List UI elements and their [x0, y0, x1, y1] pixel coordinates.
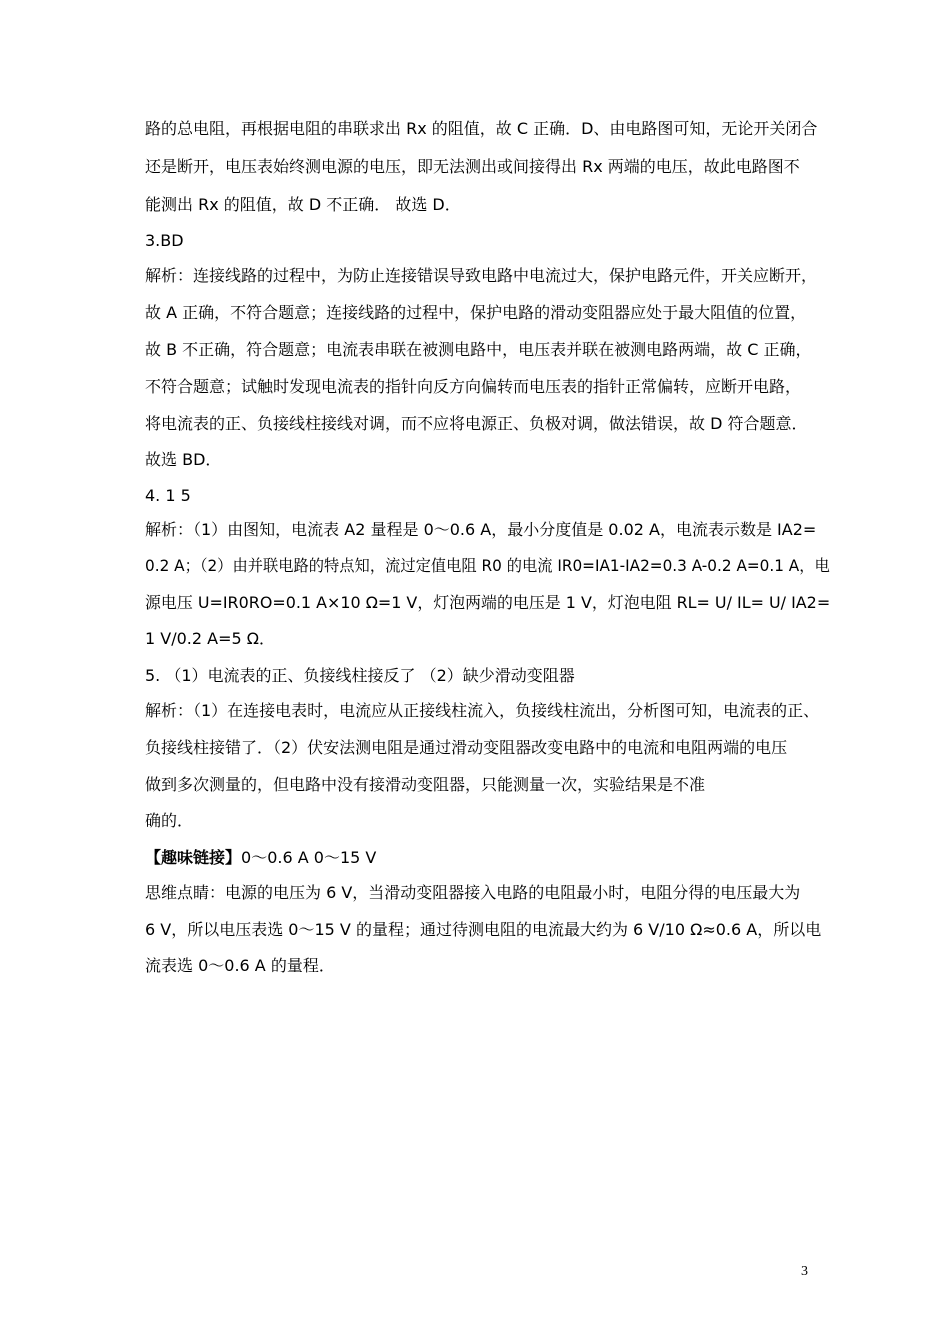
fun-link-line [145, 848, 376, 868]
text-line: 路的总电阻，再根据电阻的串联求出 Rx 的阻值，故 C 正确．D、由电路图可知，无论开关闭合 [145, 119, 818, 138]
text-line: 故选 BD． [145, 450, 222, 469]
text-line: 源电压 U=IR0RO=0.1 A×10 Ω=1 V，灯泡两端的电压是 1 V，灯泡电阻 RL= U/ IL= U/ IA2= [145, 593, 831, 612]
text-line: 解析：（1）在连接电表时，电流应从正接线柱流入，负接线柱流出，分析图可知，电流表的正、 [145, 701, 820, 720]
text-line: 1 V/0.2 A=5 Ω． [145, 629, 275, 648]
answer-heading: 4. 1 5 [145, 486, 191, 505]
answer-heading: 5. （1）电流表的正、负接线柱接反了 （2）缺少滑动变阻器 [145, 666, 575, 685]
text-line: 将电流表的正、负接线柱接线对调，而不应将电源正、负极对调，做法错误，故 D 符合题意． [145, 414, 808, 433]
text-line: 故 B 不正确，符合题意；电流表串联在被测电路中，电压表并联在被测电路两端，故 C 正确， [145, 340, 812, 359]
text-line: 解析：（1）由图知，电流表 A2 量程是 0～0.6 A，最小分度值是 0.02 A，电流表示数是 IA2= [145, 520, 817, 539]
text-line: 6 V，所以电压表选 0～15 V 的量程；通过待测电阻的电流最大约为 6 V/10 Ω≈0.6 A，所以电 [145, 920, 822, 939]
text-line: 做到多次测量的，但电路中没有接滑动变阻器，只能测量一次，实验结果是不准 [145, 775, 706, 794]
text-line: 能测出 Rx 的阻值，故 D 不正确． 故选 D． [145, 195, 461, 214]
text-line: 还是断开，电压表始终测电源的电压，即无法测出或间接得出 Rx 两端的电压，故此电路图不 [145, 157, 800, 176]
text-line: 负接线柱接错了．（2）伏安法测电阻是通过滑动变阻器改变电路中的电流和电阻两端的电压 [145, 738, 788, 757]
text-line: 思维点睛：电源的电压为 6 V，当滑动变阻器接入电路的电阻最小时，电阻分得的电压最大为 [145, 883, 801, 902]
page-number: 3 [801, 1264, 808, 1279]
text-line: 0.2 A；（2）由并联电路的特点知，流过定值电阻 R0 的电流 IR0=IA1-IA2=0.3 A-0.2 A=0.1 A，电 [145, 556, 830, 575]
answer-heading: 3.BD [145, 231, 184, 250]
text-line: 流表选 0～0.6 A 的量程． [145, 956, 335, 975]
fun-link-answer: 0～0.6 A 0～15 V [241, 848, 377, 867]
text-line: 解析：连接线路的过程中，为防止连接错误导致电路中电流过大，保护电路元件，开关应断开， [145, 266, 818, 285]
fun-link-heading: 【趣味链接】 [145, 848, 242, 867]
text-line: 故 A 正确，不符合题意；连接线路的过程中，保护电路的滑动变阻器应处于最大阻值的位置， [145, 303, 807, 322]
text-line: 确的． [145, 811, 194, 830]
text-line: 不符合题意；试触时发现电流表的指针向反方向偏转而电压表的指针正常偏转，应断开电路， [145, 377, 802, 396]
